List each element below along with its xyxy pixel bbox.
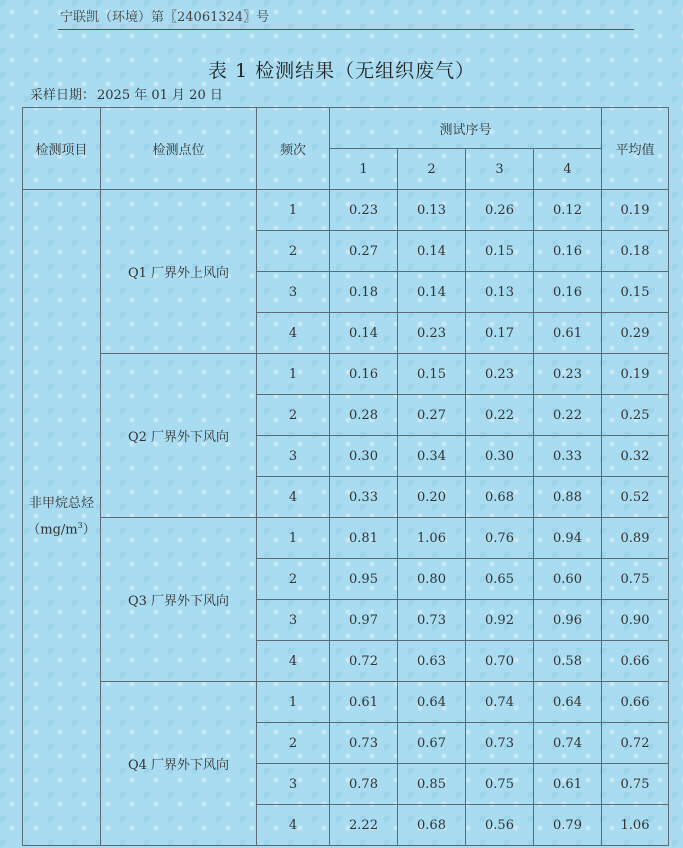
value-cell: 0.73 xyxy=(398,600,466,641)
header-rule xyxy=(58,29,634,30)
value-cell: 0.64 xyxy=(534,682,602,723)
value-cell: 0.75 xyxy=(466,764,534,805)
value-cell: 0.22 xyxy=(466,395,534,436)
avg-cell: 0.15 xyxy=(602,272,669,313)
value-cell: 0.16 xyxy=(330,354,398,395)
value-cell: 0.78 xyxy=(330,764,398,805)
item-unit-suffix: ） xyxy=(82,522,96,538)
value-cell: 0.15 xyxy=(398,354,466,395)
value-cell: 0.97 xyxy=(330,600,398,641)
value-cell: 0.81 xyxy=(330,518,398,559)
value-cell: 0.14 xyxy=(398,272,466,313)
avg-cell: 1.06 xyxy=(602,805,669,846)
header-col-1: 1 xyxy=(330,149,398,190)
value-cell: 0.16 xyxy=(534,231,602,272)
freq-cell: 1 xyxy=(257,518,330,559)
value-cell: 0.94 xyxy=(534,518,602,559)
value-cell: 0.88 xyxy=(534,477,602,518)
value-cell: 0.68 xyxy=(466,477,534,518)
point-cell: Q3 厂界外下风向 xyxy=(101,518,257,682)
freq-cell: 2 xyxy=(257,559,330,600)
value-cell: 0.22 xyxy=(534,395,602,436)
value-cell: 0.63 xyxy=(398,641,466,682)
avg-cell: 0.66 xyxy=(602,682,669,723)
value-cell: 0.74 xyxy=(534,723,602,764)
freq-cell: 4 xyxy=(257,641,330,682)
value-cell: 0.96 xyxy=(534,600,602,641)
avg-cell: 0.19 xyxy=(602,354,669,395)
value-cell: 0.27 xyxy=(398,395,466,436)
header-col-3: 3 xyxy=(466,149,534,190)
avg-cell: 0.19 xyxy=(602,190,669,231)
value-cell: 0.23 xyxy=(534,354,602,395)
freq-cell: 4 xyxy=(257,313,330,354)
freq-cell: 2 xyxy=(257,231,330,272)
value-cell: 0.30 xyxy=(330,436,398,477)
freq-cell: 3 xyxy=(257,600,330,641)
sample-date-value: 2025 年 01 月 20 日 xyxy=(97,88,223,103)
value-cell: 0.80 xyxy=(398,559,466,600)
value-cell: 0.13 xyxy=(466,272,534,313)
value-cell: 0.30 xyxy=(466,436,534,477)
freq-cell: 1 xyxy=(257,354,330,395)
avg-cell: 0.90 xyxy=(602,600,669,641)
value-cell: 0.20 xyxy=(398,477,466,518)
value-cell: 0.70 xyxy=(466,641,534,682)
value-cell: 0.23 xyxy=(466,354,534,395)
value-cell: 0.92 xyxy=(466,600,534,641)
avg-cell: 0.89 xyxy=(602,518,669,559)
value-cell: 0.12 xyxy=(534,190,602,231)
header-point: 检测点位 xyxy=(101,108,257,190)
table-row xyxy=(23,190,669,231)
value-cell: 0.33 xyxy=(330,477,398,518)
report-number: 宁联凯（环境）第〖24061324〗号 xyxy=(60,10,270,25)
avg-cell: 0.25 xyxy=(602,395,669,436)
sample-date-label: 采样日期： xyxy=(30,88,96,103)
value-cell: 0.56 xyxy=(466,805,534,846)
avg-cell: 0.52 xyxy=(602,477,669,518)
avg-cell: 0.18 xyxy=(602,231,669,272)
value-cell: 0.64 xyxy=(398,682,466,723)
freq-cell: 4 xyxy=(257,805,330,846)
value-cell: 0.85 xyxy=(398,764,466,805)
value-cell: 0.23 xyxy=(398,313,466,354)
value-cell: 0.27 xyxy=(330,231,398,272)
value-cell: 0.61 xyxy=(330,682,398,723)
value-cell: 0.72 xyxy=(330,641,398,682)
avg-cell: 0.66 xyxy=(602,641,669,682)
freq-cell: 1 xyxy=(257,682,330,723)
value-cell: 0.79 xyxy=(534,805,602,846)
value-cell: 0.18 xyxy=(330,272,398,313)
item-name-cell xyxy=(23,190,101,846)
freq-cell: 3 xyxy=(257,436,330,477)
value-cell: 0.13 xyxy=(398,190,466,231)
table-row xyxy=(23,354,669,395)
value-cell: 0.15 xyxy=(466,231,534,272)
value-cell: 0.73 xyxy=(330,723,398,764)
header-item: 检测项目 xyxy=(23,108,101,190)
value-cell: 0.26 xyxy=(466,190,534,231)
value-cell: 0.65 xyxy=(466,559,534,600)
avg-cell: 0.75 xyxy=(602,559,669,600)
value-cell: 0.61 xyxy=(534,764,602,805)
value-cell: 0.73 xyxy=(466,723,534,764)
value-cell: 0.28 xyxy=(330,395,398,436)
results-table xyxy=(22,107,669,846)
value-cell: 0.23 xyxy=(330,190,398,231)
value-cell: 2.22 xyxy=(330,805,398,846)
value-cell: 0.74 xyxy=(466,682,534,723)
freq-cell: 4 xyxy=(257,477,330,518)
value-cell: 0.14 xyxy=(398,231,466,272)
value-cell: 0.34 xyxy=(398,436,466,477)
value-cell: 0.14 xyxy=(330,313,398,354)
value-cell: 0.17 xyxy=(466,313,534,354)
sample-date xyxy=(30,84,225,103)
value-cell: 0.68 xyxy=(398,805,466,846)
value-cell: 0.76 xyxy=(466,518,534,559)
freq-cell: 3 xyxy=(257,272,330,313)
header-col-4: 4 xyxy=(534,149,602,190)
header-test-no: 测试序号 xyxy=(330,108,602,149)
avg-cell: 0.29 xyxy=(602,313,669,354)
value-cell: 0.61 xyxy=(534,313,602,354)
table-row xyxy=(23,682,669,723)
header-avg: 平均值 xyxy=(602,108,669,190)
avg-cell: 0.32 xyxy=(602,436,669,477)
table-title: 表 1 检测结果（无组织废气） xyxy=(207,60,476,82)
table-row xyxy=(23,518,669,559)
freq-cell: 2 xyxy=(257,723,330,764)
freq-cell: 1 xyxy=(257,190,330,231)
table-body xyxy=(23,190,669,846)
value-cell: 0.67 xyxy=(398,723,466,764)
avg-cell: 0.75 xyxy=(602,764,669,805)
value-cell: 0.60 xyxy=(534,559,602,600)
value-cell: 0.95 xyxy=(330,559,398,600)
point-cell: Q1 厂界外上风向 xyxy=(101,190,257,354)
value-cell: 0.58 xyxy=(534,641,602,682)
item-name: 非甲烷总烃 xyxy=(28,496,94,512)
freq-cell: 3 xyxy=(257,764,330,805)
point-cell: Q2 厂界外下风向 xyxy=(101,354,257,518)
point-cell: Q4 厂界外下风向 xyxy=(101,682,257,846)
value-cell: 1.06 xyxy=(398,518,466,559)
item-unit-sup: 3 xyxy=(77,521,83,531)
header-freq: 频次 xyxy=(257,108,330,190)
value-cell: 0.33 xyxy=(534,436,602,477)
header-col-2: 2 xyxy=(398,149,466,190)
value-cell: 0.16 xyxy=(534,272,602,313)
avg-cell: 0.72 xyxy=(602,723,669,764)
item-unit-prefix: （mg/m xyxy=(27,522,78,538)
freq-cell: 2 xyxy=(257,395,330,436)
